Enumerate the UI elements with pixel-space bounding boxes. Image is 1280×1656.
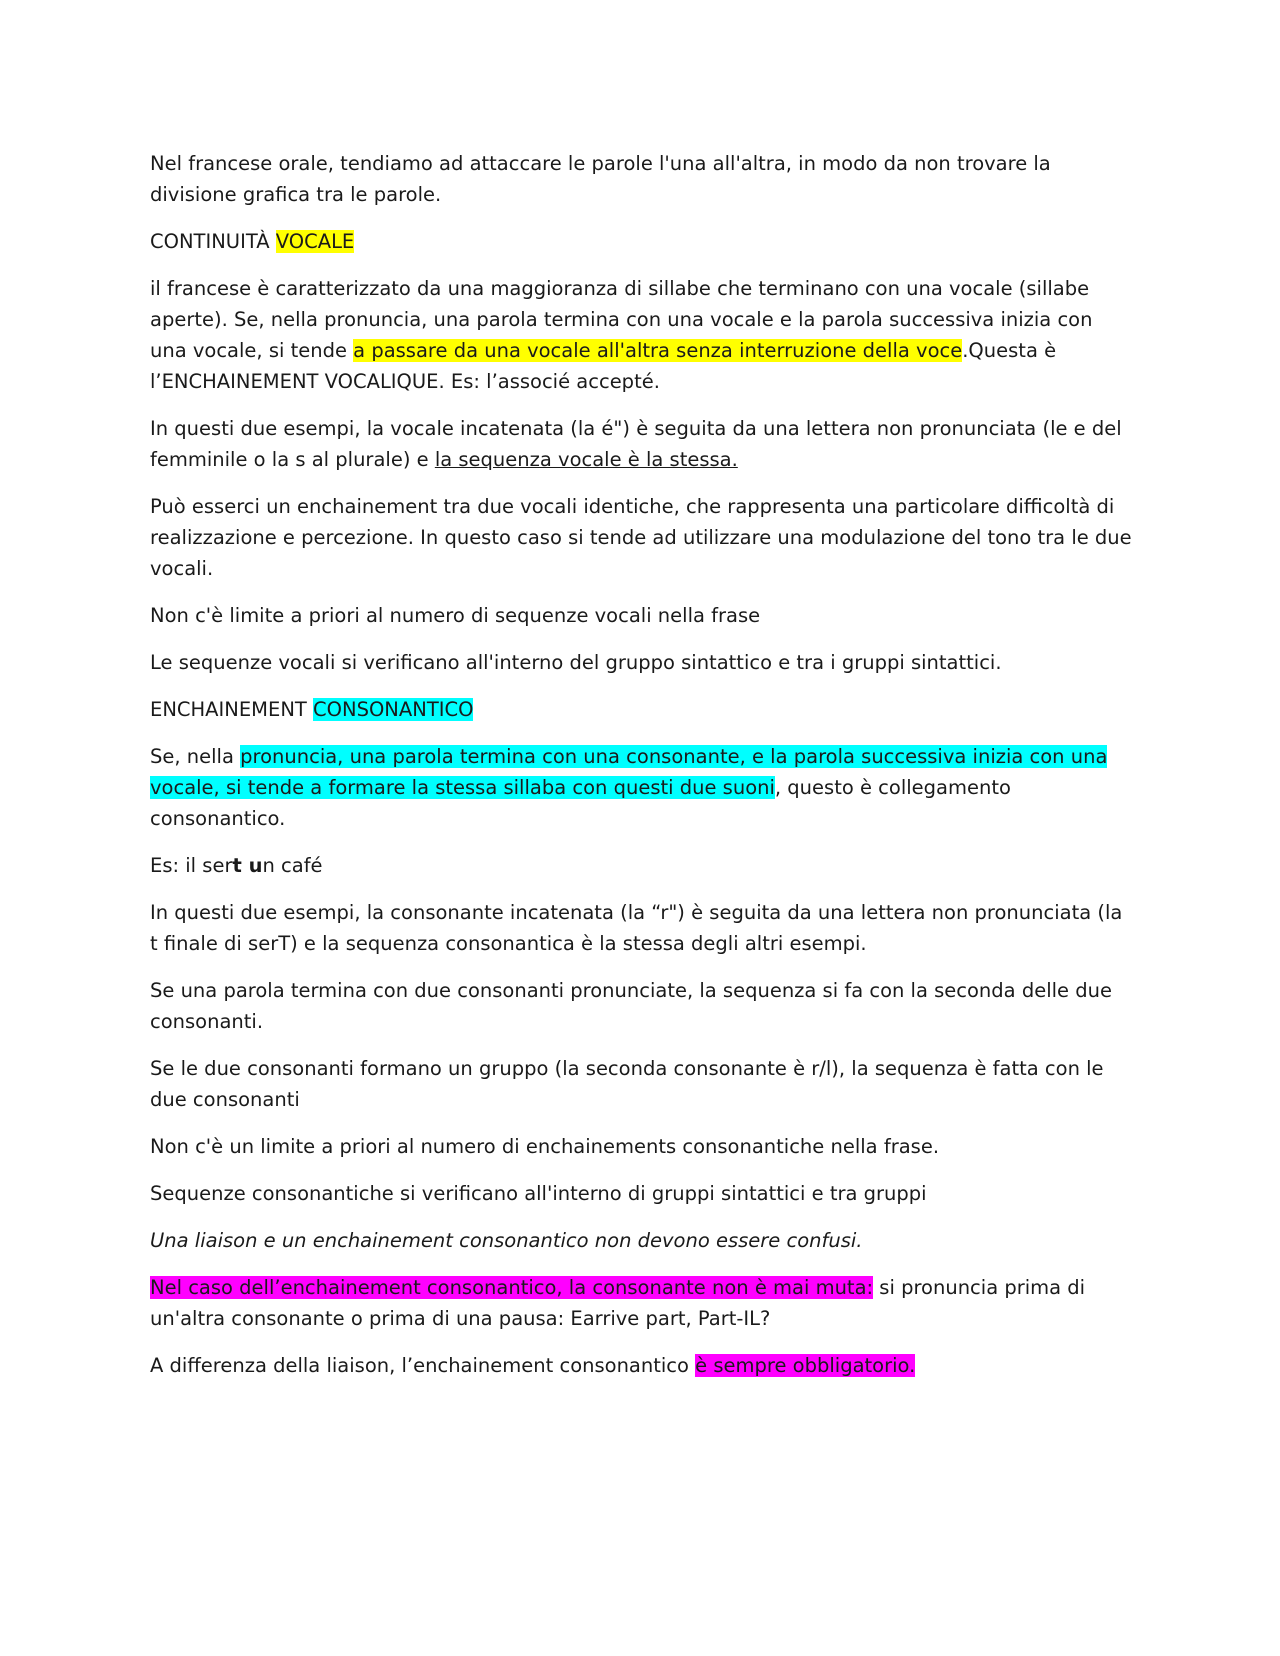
paragraph-sequenze-consonantiche bbox=[150, 1178, 1135, 1209]
paragraph-limite-sequenze bbox=[150, 600, 1135, 631]
paragraph-text: si pronuncia prima di un'altra consonante o prima di una pausa: Earrive part, Part-IL? bbox=[150, 1276, 1086, 1330]
highlight-yellow-text: a passare da una vocale all'altra senza interruzione della voce bbox=[353, 339, 963, 362]
heading-highlight-consonantico: CONSONANTICO bbox=[313, 698, 474, 721]
paragraph-example-sert-un-cafe bbox=[150, 850, 1135, 881]
paragraph-text: , questo è collegamento consonantico. bbox=[150, 776, 1011, 830]
paragraph-due-consonanti bbox=[150, 975, 1135, 1037]
paragraph-text: n café bbox=[262, 854, 323, 877]
paragraph-text: A differenza della liaison, l’enchainement consonantico bbox=[150, 1354, 696, 1377]
paragraph-consonante-non-muta bbox=[150, 1272, 1135, 1334]
paragraph-text: Non c'è un limite a priori al numero di enchainements consonantiche nella frase. bbox=[150, 1135, 940, 1158]
paragraph-text: Es: il ser bbox=[150, 854, 233, 877]
paragraph-text: Se, nella bbox=[150, 745, 241, 768]
heading-highlight-vocale: VOCALE bbox=[275, 230, 355, 253]
highlight-magenta-text: è sempre obbligatorio. bbox=[695, 1354, 916, 1377]
paragraph-gruppi-sintattici bbox=[150, 647, 1135, 678]
italic-text: Una liaison e un enchainement consonantico non devono essere confusi. bbox=[150, 1229, 863, 1252]
paragraph-limite-enchainements bbox=[150, 1131, 1135, 1162]
paragraph-text: il francese è caratterizzato da una maggioranza di sillabe che terminano con una vocale (sillabe aperte). Se, nella pronuncia, una parola termina con una vocale e la parola successiva inizia con una vocale, si tende bbox=[150, 277, 1093, 362]
paragraph-text: Se una parola termina con due consonanti pronunciate, la sequenza si fa con la seconda delle due consonanti. bbox=[150, 979, 1112, 1033]
paragraph-text: Può esserci un enchainement tra due vocali identiche, che rappresenta una particolare difficoltà di realizzazione e percezione. In questo caso si tende ad utilizzare una modulazione del tono tra le due vocali. bbox=[150, 495, 1132, 580]
bold-text: t u bbox=[232, 854, 263, 877]
paragraph-vocali-identiche bbox=[150, 491, 1135, 584]
heading-enchainement-consonantico bbox=[150, 694, 1135, 725]
paragraph-text: In questi due esempi, la vocale incatenata (la é") è seguita da una lettera non pronunciata (le e del femminile o la s al plurale) e bbox=[150, 417, 1122, 471]
highlight-cyan-text: pronuncia, una parola termina con una consonante, e la parola successiva inizia con una vocale, si tende a formare la stessa sillaba con questi due suoni bbox=[150, 745, 1108, 799]
paragraph-text: Se le due consonanti formano un gruppo (la seconda consonante è r/l), la sequenza è fatta con le due consonanti bbox=[150, 1057, 1104, 1111]
highlight-magenta-text: Nel caso dell’enchainement consonantico, la consonante non è mai muta: bbox=[150, 1276, 874, 1299]
paragraph-liaison-note bbox=[150, 1225, 1135, 1256]
underlined-text: la sequenza vocale è la stessa. bbox=[434, 448, 738, 471]
paragraph-text: Non c'è limite a priori al numero di sequenze vocali nella frase bbox=[150, 604, 761, 627]
paragraph-gruppo-consonanti bbox=[150, 1053, 1135, 1115]
paragraph-text: .Questa è l’ENCHAINEMENT VOCALIQUE. Es: l’associé accepté. bbox=[150, 339, 1057, 393]
heading-plain-text: CONTINUITÀ bbox=[150, 230, 276, 253]
paragraph-enchainement-vocalique bbox=[150, 273, 1135, 397]
document-body bbox=[150, 148, 1135, 1397]
paragraph-text: Le sequenze vocali si verificano all'interno del gruppo sintattico e tra i gruppi sintattici. bbox=[150, 651, 1002, 674]
paragraph-intro-text: Nel francese orale, tendiamo ad attaccare le parole l'una all'altra, in modo da non trovare la divisione grafica tra le parole. bbox=[150, 152, 1051, 206]
paragraph-collegamento-consonantico bbox=[150, 741, 1135, 834]
paragraph-text: Sequenze consonantiche si verificano all'interno di gruppi sintattici e tra gruppi bbox=[150, 1182, 927, 1205]
paragraph-intro bbox=[150, 148, 1135, 210]
paragraph-consonante-incatenata bbox=[150, 897, 1135, 959]
heading-plain-text: ENCHAINEMENT bbox=[150, 698, 314, 721]
paragraph-vocale-incatenata bbox=[150, 413, 1135, 475]
paragraph-text: In questi due esempi, la consonante incatenata (la “r") è seguita da una lettera non pronunciata (la t finale di serT) e la sequenza consonantica è la stessa degli altri esempi. bbox=[150, 901, 1123, 955]
heading-continuita-vocale bbox=[150, 226, 1135, 257]
paragraph-sempre-obbligatorio bbox=[150, 1350, 1135, 1381]
